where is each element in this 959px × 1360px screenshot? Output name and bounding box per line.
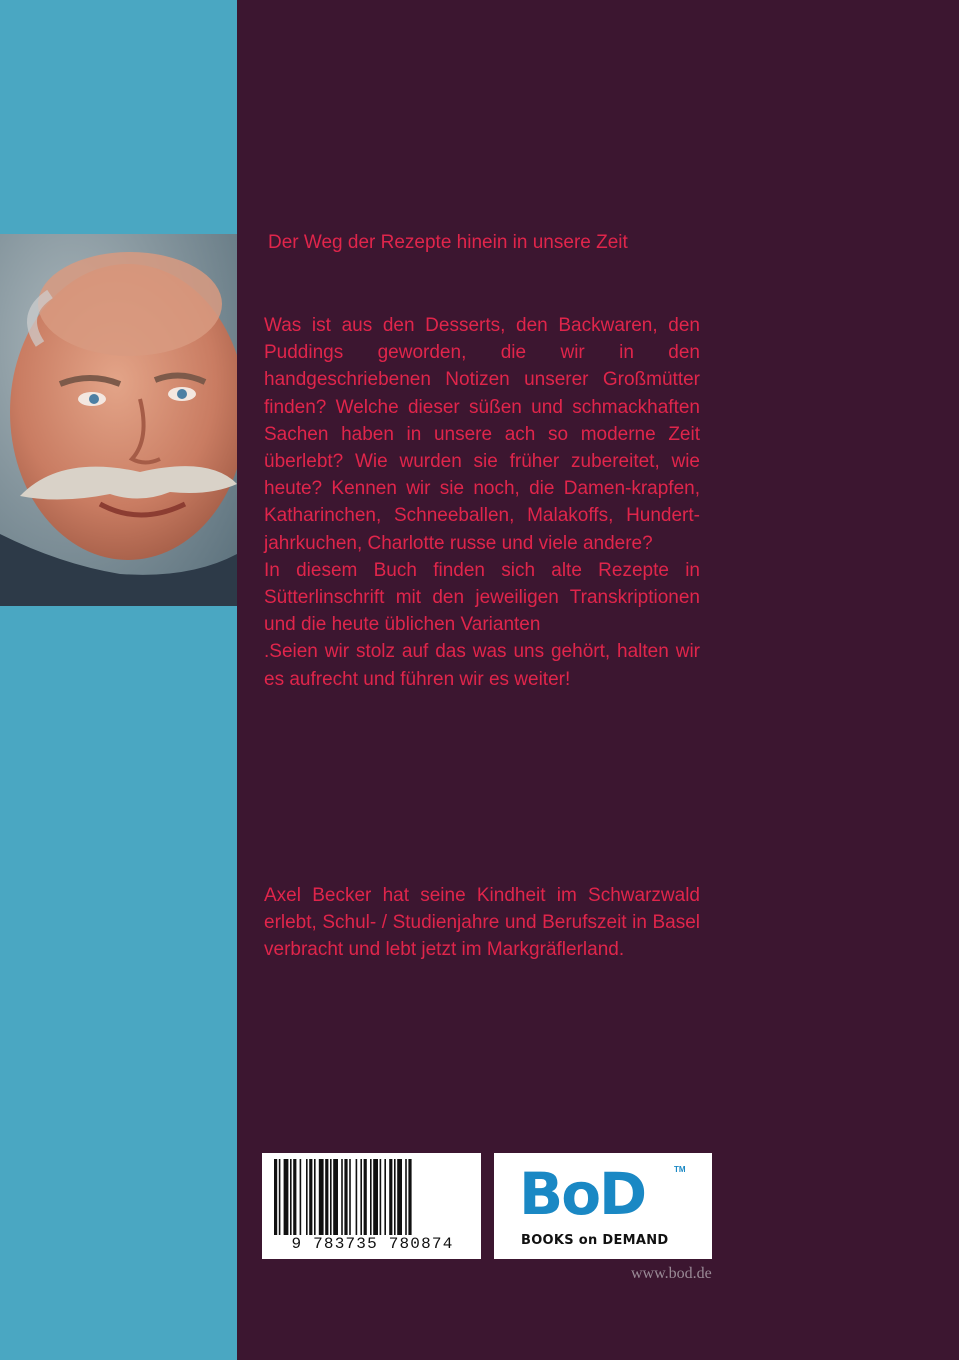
blurb-paragraph: Was ist aus den Desserts, den Backwaren, den Puddings geworden, die wir in den handgeschriebenen Notizen unserer Großmütter finden? Welche dieser süßen und schmackhaften Sachen haben in unsere ach so moderne Zeit überlebt? Wie wurden sie früher zubereitet, wie heute? Kennen wir sie noch, die Damen-krapfen, Katharinchen, Schneeballen, Malakoffs, Hundert-jahrkuchen, Charlotte russe und viele andere? [264, 315, 700, 554]
barcode-bar [293, 1159, 296, 1235]
barcode-bar [309, 1159, 312, 1235]
barcode-bar [274, 1159, 277, 1235]
bod-logo-icon: BoD [519, 1160, 646, 1228]
barcode [262, 1153, 481, 1259]
barcode-icon [274, 1159, 469, 1235]
barcode-bar [380, 1159, 382, 1235]
isbn-number: 9 783735 780874 [291, 1235, 454, 1253]
publisher-url: www.bod.de [631, 1265, 712, 1282]
author-photo [0, 234, 237, 606]
author-bio: Axel Becker hat seine Kindheit im Schwarzwald erlebt, Schul- / Studienjahre und Berufszeit in Basel verbracht und lebt jetzt im Markgräflerland. [264, 885, 700, 961]
barcode-bar [306, 1159, 308, 1235]
barcode-bar [397, 1159, 402, 1235]
blurb-paragraph: In diesem Buch finden sich alte Rezepte in Sütterlinschrift mit den jeweiligen Transkriptionen und die heute üblichen Varianten [264, 559, 700, 636]
barcode-bar [373, 1159, 378, 1235]
barcode-bar [356, 1159, 358, 1235]
barcode-bar [333, 1159, 338, 1235]
cover-spine [0, 0, 237, 1360]
trademark-mark: TM [674, 1165, 686, 1174]
barcode-bar [290, 1159, 292, 1235]
barcode-bar [384, 1159, 386, 1235]
barcode-bar [330, 1159, 332, 1235]
barcode-bar [344, 1159, 347, 1235]
barcode-bar [349, 1159, 351, 1235]
publisher-logo-box [494, 1153, 712, 1259]
barcode-bar [300, 1159, 302, 1235]
headline: Der Weg der Rezepte hinein in unsere Zeit [268, 232, 628, 253]
barcode-bar [325, 1159, 328, 1235]
publisher-tagline: BOOKS on DEMAND [521, 1233, 669, 1248]
barcode-bar [279, 1159, 281, 1235]
barcode-bar [314, 1159, 316, 1235]
barcode-bar [370, 1159, 372, 1235]
barcode-bar [394, 1159, 396, 1235]
barcode-bar [364, 1159, 367, 1235]
barcode-bar [341, 1159, 343, 1235]
barcode-bar [405, 1159, 407, 1235]
barcode-bar [408, 1159, 411, 1235]
blurb-paragraph: .Seien wir stolz auf das was uns gehört, halten wir es aufrecht und führen wir es weiter! [264, 641, 700, 690]
blurb-text [264, 312, 700, 693]
barcode-bar [389, 1159, 392, 1235]
barcode-bar [284, 1159, 289, 1235]
barcode-bar [360, 1159, 362, 1235]
barcode-bar [319, 1159, 324, 1235]
